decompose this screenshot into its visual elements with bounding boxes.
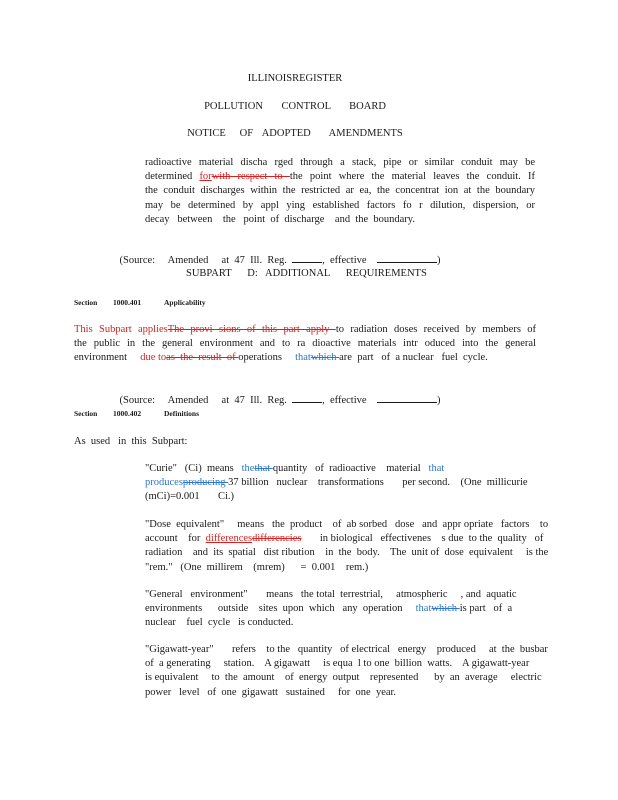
- plain-text: to radiation doses received by members of: [335, 324, 536, 335]
- plain-text: quantity of radioactive material: [272, 463, 429, 474]
- section-label: Section: [74, 409, 98, 418]
- inserted-text: differences: [205, 533, 253, 545]
- paragraph-line: is equivalent to the amount of energy output represented by an average electric: [145, 672, 542, 684]
- applicability-paragraph: [74, 323, 536, 366]
- plain-text: determined: [145, 171, 200, 183]
- deleted-text: which: [431, 603, 460, 615]
- deleted-text: The provi sions of this part apply: [167, 324, 336, 335]
- reg-blank: [292, 394, 322, 403]
- paragraph-line: nuclear fuel cycle is conducted.: [145, 617, 294, 629]
- section-title: Applicability: [164, 298, 206, 307]
- definition-dose-equivalent: [145, 518, 549, 575]
- paragraph-line: of a generating station. A gigawatt is equa l to one billion watts. A gigawatt-year: [145, 658, 530, 670]
- inserted-text: for: [199, 171, 212, 183]
- paragraph-line: "Dose equivalent" means the product of ab sorbed dose and appr opriate factors to: [145, 519, 549, 530]
- paragraph-line: power level of one gigawatt sustained for one year.: [145, 686, 397, 698]
- notice-title: NOTICE OF ADOPTED AMENDMENTS: [187, 128, 403, 139]
- paragraph-line: may be determined by appl ying established factors fo r dilution, dispersion, or: [145, 199, 535, 211]
- paragraph-line: radioactive material discha rged through a stack, pipe or similar conduit may be: [145, 157, 535, 168]
- paragraph-line: [145, 170, 535, 184]
- paragraph-line: "rem." (One millirem (mrem) = 0.001 rem.): [145, 561, 369, 573]
- deleted-text: that: [254, 463, 273, 474]
- paragraph-line: [145, 532, 544, 546]
- register-title: ILLINOISREGISTER: [247, 73, 343, 84]
- section-label: Section: [74, 298, 98, 307]
- paragraph-line: [74, 323, 536, 337]
- deleted-text: as the result of: [166, 352, 239, 364]
- paragraph-line: [74, 351, 536, 365]
- plain-text: 37 billion nuclear transformations per second. (One millicurie: [228, 477, 528, 489]
- deleted-text: with respect to: [211, 171, 290, 183]
- board-title: POLLUTION CONTROL BOARD: [204, 101, 386, 112]
- section-number: 1000.401: [113, 298, 142, 307]
- reg-blank: [292, 254, 322, 263]
- effective-label: effective: [330, 255, 367, 267]
- deleted-text: which: [310, 352, 340, 364]
- plain-text: account for: [145, 533, 206, 545]
- paragraph-line: [145, 462, 535, 476]
- source-note: (Source: Amended at 47 Ill. Reg. , effective ): [119, 255, 441, 267]
- inserted-text: due: [140, 352, 158, 364]
- plain-text: "Curie" (Ci) means: [145, 463, 242, 474]
- source-note: (Source: Amended at 47 Ill. Reg. , effective ): [119, 395, 441, 407]
- section-number: 1000.402: [113, 409, 142, 418]
- paragraph-line: [145, 602, 535, 616]
- date-blank: [377, 394, 437, 403]
- inserted-text: that: [415, 603, 432, 615]
- inserted-text: produces: [145, 477, 183, 489]
- definition-general-environment: [145, 588, 535, 631]
- paragraph-line: "General environment" means the total terrestrial, atmospheric , and aquatic: [145, 589, 517, 600]
- plain-text: in biological effectivenes s due to the quality of: [301, 533, 544, 545]
- subpart-heading: SUBPART D: ADDITIONAL REQUIREMENTS: [186, 268, 427, 279]
- paragraph-line: the public in the general environment and to ra dioactive materials intr oduced into the general: [74, 338, 536, 350]
- inserted-text: to: [158, 352, 167, 364]
- source-text: (Source: Amended at 47 Ill. Reg.: [119, 395, 287, 407]
- paragraph-line: the conduit discharges within the restricted ar ea, the concentrat ion at the boundary: [145, 185, 535, 197]
- inserted-text: the: [241, 463, 255, 474]
- source-text: (Source: Amended at 47 Ill. Reg.: [119, 255, 287, 267]
- paragraph-line: (mCi)=0.001 Ci.): [145, 491, 235, 503]
- deleted-text: differencies: [252, 533, 302, 545]
- inserted-text: This Subpart applies: [74, 324, 168, 335]
- plain-text: environment: [74, 352, 141, 364]
- deleted-text: producing: [182, 477, 229, 489]
- radioactive-material-paragraph: [145, 156, 535, 227]
- plain-text: the point where the material leaves the conduit. If: [289, 171, 535, 183]
- plain-text: environments outside sites upon which any operation: [145, 603, 416, 615]
- plain-text: operations: [238, 352, 296, 364]
- inserted-text: that: [295, 352, 311, 364]
- date-blank: [377, 254, 437, 263]
- effective-label: effective: [330, 395, 367, 407]
- plain-text: are part of a nuclear fuel cycle.: [339, 352, 488, 364]
- paragraph-line: decay between the point of discharge and the boundary.: [145, 213, 416, 225]
- inserted-text: that: [428, 463, 445, 474]
- plain-text: is part of a: [459, 603, 513, 615]
- definition-curie: [145, 462, 535, 505]
- definition-gigawatt-year: [145, 643, 548, 700]
- paragraph-line: "Gigawatt-year" refers to the quantity of electrical energy produced at the busbar: [145, 644, 548, 655]
- section-title: Definitions: [164, 409, 200, 418]
- paragraph-line: [145, 476, 535, 490]
- paragraph-line: radiation and its spatial dist ribution in the body. The unit of dose equivalent is the: [145, 547, 549, 559]
- definitions-intro: As used in this Subpart:: [74, 436, 188, 447]
